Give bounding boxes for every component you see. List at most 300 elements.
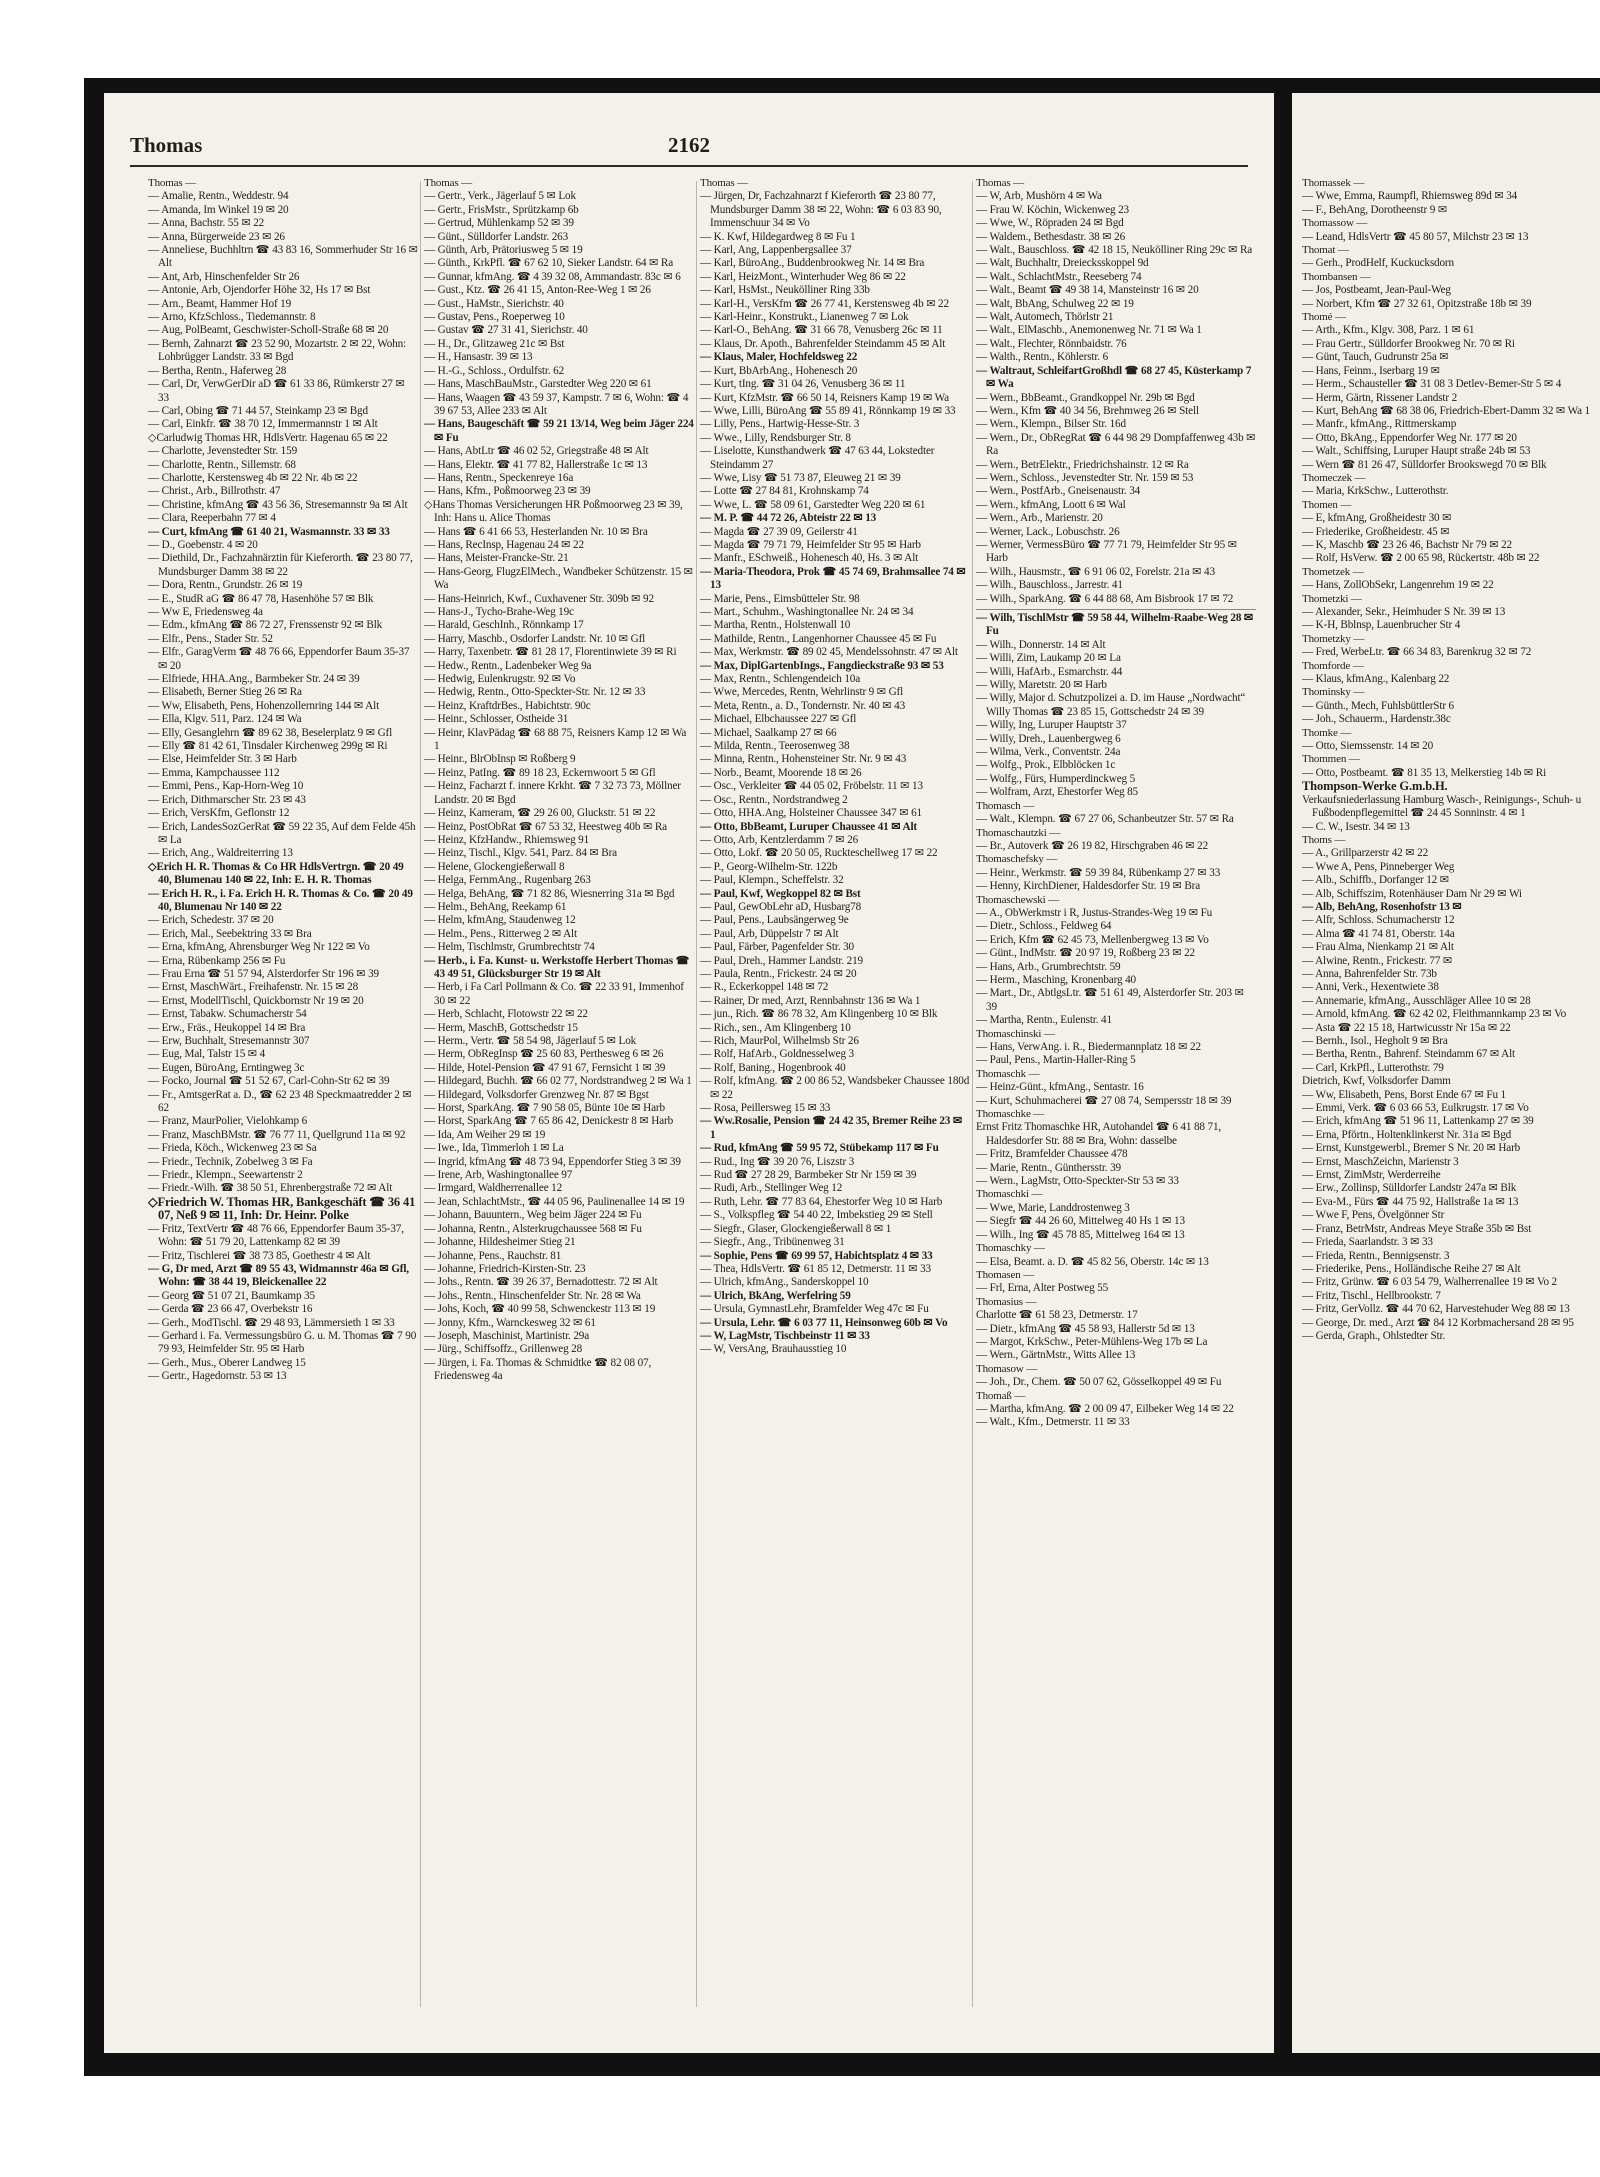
directory-entry: — Siegfr ☎ 44 26 60, Mittelweg 40 Hs 1 ✉ 13 bbox=[976, 1215, 1185, 1228]
directory-entry: — Hans, AbtLtr ☎ 46 02 52, Griegstraße 48 ✉ Alt bbox=[424, 445, 649, 458]
surname-heading: Thomaschinski — bbox=[976, 1027, 1055, 1040]
directory-entry: — Frau Alma, Nienkamp 21 ✉ Alt bbox=[1302, 941, 1454, 954]
directory-entry: — Gerda, Graph., Ohlstedter Str. bbox=[1302, 1329, 1446, 1342]
directory-entry: — Kurt, KfzMstr. ☎ 66 50 14, Reisners Kamp 19 ✉ Wa bbox=[700, 391, 949, 404]
directory-entry: — Lilly, Pens., Hartwig-Hesse-Str. 3 bbox=[700, 418, 860, 431]
directory-entry: — Wern., LagMstr, Otto-Speckter-Str 53 ✉ 33 bbox=[976, 1175, 1179, 1188]
directory-entry: — Norbert, Kfm ☎ 27 32 61, Opitzstraße 18b ✉ 39 bbox=[1302, 297, 1532, 310]
directory-entry: — E, kfmAng, Großheidestr 30 ✉ bbox=[1302, 512, 1452, 525]
directory-entry: — Siegfr., Glaser, Glockengießerwall 8 ✉ 1 bbox=[700, 1222, 892, 1235]
directory-entry: — Paul, Dreh., Hammer Landstr. 219 bbox=[700, 954, 863, 967]
directory-entry: — Charlotte, Kerstensweg 4b ✉ 22 Nr. 4b ✉ 22 bbox=[148, 471, 358, 484]
directory-entry: — Siegfr., Ang., Tribünenweg 31 bbox=[700, 1236, 845, 1249]
directory-entry: — Mathilde, Rentn., Langenhorner Chaussee 45 ✉ Fu bbox=[700, 632, 937, 645]
directory-entry: — Wolfg., Fürs, Humperdinckweg 5 bbox=[976, 772, 1136, 785]
directory-entry: — Gertr., Verk., Jägerlauf 5 ✉ Lok bbox=[424, 190, 576, 203]
directory-entry: — Gerh., ModTischl. ☎ 29 48 93, Lämmersieth 1 ✉ 33 bbox=[148, 1316, 395, 1329]
directory-entry: — Heinz-Günt., kfmAng., Sentastr. 16 bbox=[976, 1081, 1144, 1094]
directory-entry: — Heinr, KlavPädag ☎ 68 88 75, Reisners Kamp 12 ✉ Wa 1 bbox=[424, 726, 687, 753]
directory-entry: — Wwe., Lilly, Rendsburger Str. 8 bbox=[700, 431, 851, 444]
directory-entry: — Herb., i. Fa. Kunst- u. Werkstoffe Herbert Thomas ☎ 43 49 51, Glücksburger Str 19 ✉ Alt bbox=[424, 954, 690, 980]
directory-entry: — Walt, BbAng, Schulweg 22 ✉ 19 bbox=[976, 297, 1134, 310]
directory-entry: — Emmi, Verk. ☎ 6 03 66 53, Eulkrugstr. 17 ✉ Vo bbox=[1302, 1102, 1529, 1115]
directory-entry: — Hans ☎ 6 41 66 53, Hesterlanden Nr. 10 ✉ Bra bbox=[424, 525, 648, 538]
directory-entry: — Joh., Schauerm., Hardenstr.38c bbox=[1302, 713, 1451, 726]
directory-entry: — Rolf, kfmAng. ☎ 2 00 86 52, Wandsbeker Chaussee 180d ✉ 22 bbox=[700, 1075, 970, 1101]
directory-entry: — Helm, Tischlmstr, Grumbrechtstr 74 bbox=[424, 941, 595, 954]
surname-heading: Thomasow — bbox=[976, 1362, 1038, 1375]
directory-entry: — Otto, Lokf. ☎ 20 50 05, Ruckteschellweg 17 ✉ 22 bbox=[700, 847, 938, 860]
directory-entry: — Wilh., Ing ☎ 45 78 85, Mittelweg 164 ✉ 13 bbox=[976, 1228, 1185, 1241]
directory-entry: — Paul, Pens., Martin-Haller-Ring 5 bbox=[976, 1054, 1136, 1067]
surname-heading: Thomforde — bbox=[1302, 659, 1364, 672]
surname-heading: Thomaschk — bbox=[976, 1067, 1040, 1080]
directory-page bbox=[104, 93, 1274, 2053]
directory-entry: — Fr., AmtsgerRat a. D., ☎ 62 23 48 Speckmaatredder 2 ✉ 62 bbox=[148, 1088, 412, 1115]
surname-heading: Thomaschewski — bbox=[976, 893, 1059, 906]
directory-entry: — Kurt, BehAng ☎ 68 38 06, Friedrich-Ebert-Damm 32 ✉ Wa 1 bbox=[1302, 404, 1591, 417]
directory-entry: — Martha, Rentn., Holstenwall 10 bbox=[700, 619, 851, 632]
directory-entry: — Johs., Rentn., Hinschenfelder Str. Nr. 28 ✉ Wa bbox=[424, 1289, 641, 1302]
directory-entry: — Frl, Erna, Alter Postweg 55 bbox=[976, 1282, 1109, 1295]
directory-entry: — Frieda, Saarlandstr. 3 ✉ 33 bbox=[1302, 1236, 1433, 1249]
directory-entry: — Willy, Maretstr. 20 ✉ Harb bbox=[976, 679, 1107, 692]
directory-entry: — Kurt, BbArbAng., Hohenesch 20 bbox=[700, 364, 858, 377]
directory-entry: — Erw, Buchhalt, Stresemannstr 307 bbox=[148, 1035, 310, 1047]
directory-entry: — Otto, Siemssenstr. 14 ✉ 20 bbox=[1302, 740, 1434, 753]
directory-entry: — Carl, Einkfr. ☎ 38 70 12, Immermannstr 1 ✉ Alt bbox=[148, 418, 378, 431]
directory-entry: — Alwine, Rentn., Frickestr. 77 ✉ bbox=[1302, 954, 1453, 967]
column-divider bbox=[420, 181, 421, 2007]
directory-entry: — Wern., Klempn., Bilser Str. 16d bbox=[976, 418, 1126, 431]
directory-entry: — Margot, KrkSchw., Peter-Mühlens-Weg 17b ✉ La bbox=[976, 1335, 1208, 1348]
directory-entry: — Ernst, Kunstgewerbl., Bremer S Nr. 20 ✉ Harb bbox=[1302, 1142, 1521, 1155]
directory-entry: — Otto, HHA.Ang, Holsteiner Chaussee 347 ✉ 61 bbox=[700, 807, 922, 820]
directory-entry: — Gust., Ktz. ☎ 26 41 15, Anton-Ree-Weg 1 ✉ 26 bbox=[424, 284, 651, 297]
directory-entry: — Werner, VermessBüro ☎ 77 71 79, Heimfelder Str 95 ✉ Harb bbox=[976, 538, 1237, 565]
directory-entry: — Walth., Rentn., Köhlerstr. 6 bbox=[976, 351, 1109, 364]
directory-entry: — Ella, Klgv. 511, Parz. 124 ✉ Wa bbox=[148, 713, 302, 726]
directory-entry: — Wwe F, Pens, Övelgönner Str bbox=[1302, 1209, 1445, 1222]
directory-entry: — Ww, Elisabeth, Pens, Hohenzollernring 144 ✉ Alt bbox=[148, 699, 380, 712]
directory-entry: — Jürg., Schiffsoffz., Grillenweg 28 bbox=[424, 1343, 583, 1356]
directory-entry: — Magda ☎ 27 39 09, Geilerstr 41 bbox=[700, 525, 858, 538]
directory-entry: — Wilh., Bauschloss., Jarrestr. 41 bbox=[976, 579, 1123, 592]
directory-entry: — Ww E, Friedensweg 4a bbox=[148, 606, 263, 618]
directory-entry: — Elisabeth, Berner Stieg 26 ✉ Ra bbox=[148, 686, 302, 699]
directory-entry: — K. Kwf, Hildegardweg 8 ✉ Fu 1 bbox=[700, 230, 856, 243]
directory-entry: — Anna, Bürgerweide 23 ✉ 26 bbox=[148, 230, 285, 243]
directory-entry: — Johanna, Rentn., Alsterkrugchaussee 568 ✉ Fu bbox=[424, 1222, 642, 1235]
directory-entry: — Elsa, Beamt. a. D. ☎ 45 82 56, Oberstr. 14c ✉ 13 bbox=[976, 1255, 1209, 1268]
directory-entry: — Rainer, Dr med, Arzt, Rennbahnstr 136 ✉ Wa 1 bbox=[700, 994, 921, 1007]
directory-entry: — Erna, Pförtn., Holtenklinkerst Nr. 31a ✉ Bgd bbox=[1302, 1128, 1512, 1141]
directory-entry: — Johs, Koch, ☎ 40 99 58, Schwenckestr 113 ✉ 19 bbox=[424, 1303, 656, 1316]
directory-entry: — Ernst, MaschWärt., Freihafenstr. Nr. 15 ✉ 28 bbox=[148, 981, 359, 994]
directory-entry: — Henny, KirchDiener, Haldesdorfer Str. 19 ✉ Bra bbox=[976, 880, 1201, 893]
directory-entry: — Leand, HdlsVertr ☎ 45 80 57, Milchstr 23 ✉ 13 bbox=[1302, 230, 1529, 243]
directory-entry: — Osc., Rentn., Nordstrandweg 2 bbox=[700, 793, 848, 806]
directory-entry: — Jean, SchlachtMstr., ☎ 44 05 96, Paulinenallee 14 ✉ 19 bbox=[424, 1195, 685, 1208]
directory-entry: — Amalie, Rentn., Weddestr. 94 bbox=[148, 190, 289, 203]
directory-entry: — Willi, HafArb., Esmarchstr. 44 bbox=[976, 665, 1123, 678]
directory-entry: — Klaus, Dr. Apoth., Bahrenfelder Steindamm 45 ✉ Alt bbox=[700, 337, 946, 350]
surname-heading: Thommen — bbox=[1302, 753, 1360, 766]
directory-entry: — Alfr, Schloss. Schumacherstr 12 bbox=[1302, 914, 1455, 927]
directory-entry: — Karl, Ang, Lappenbergsallee 37 bbox=[700, 244, 852, 257]
directory-entry: — E., StudR aG ☎ 86 47 78, Hasenhöhe 57 ✉ Blk bbox=[148, 592, 374, 605]
directory-entry: — Walt., ElMaschb., Anemonenweg Nr. 71 ✉ Wa 1 bbox=[976, 324, 1202, 337]
directory-entry: — Heinz, Kameram, ☎ 29 26 00, Gluckstr. 51 ✉ 22 bbox=[424, 807, 656, 820]
surname-heading: Thomaschky — bbox=[976, 1242, 1045, 1255]
directory-entry: — Friedr., Klempn., Seewartenstr 2 bbox=[148, 1169, 303, 1182]
directory-entry: Ernst Fritz Thomaschke HR, Autohandel ☎ 6 41 88 71, Haldesdorfer Str. 88 ✉ Bra, Wohn: dasselbe bbox=[976, 1121, 1222, 1147]
directory-entry: — Johanne, Hildesheimer Stieg 21 bbox=[424, 1236, 576, 1249]
directory-entry: — Hans, Arb., Grumbrechtstr. 59 bbox=[976, 960, 1121, 973]
directory-entry: — Wwe, Mercedes, Rentn, Wehrlinstr 9 ✉ Gfl bbox=[700, 686, 904, 699]
directory-entry: — Anni, Verk., Hexentwiete 38 bbox=[1302, 981, 1439, 994]
directory-entry: — Joseph, Maschinist, Martinistr. 29a bbox=[424, 1329, 590, 1342]
directory-entry: — P., Georg-Wilhelm-Str. 122b bbox=[700, 860, 838, 873]
directory-entry: — Heinz, PostObRat ☎ 67 53 32, Heestweg 40b ✉ Ra bbox=[424, 820, 667, 833]
directory-entry: — Waldem., Bethesdastr. 38 ✉ 26 bbox=[976, 230, 1126, 243]
directory-entry: — Minna, Rentn., Hohensteiner Str. Nr. 9 ✉ 43 bbox=[700, 753, 907, 766]
directory-entry: — Carl, Dr, VerwGerDir aD ☎ 61 33 86, Rümkerstr 27 ✉ 33 bbox=[148, 378, 405, 404]
directory-entry: — Heinz, Tischl., Klgv. 541, Parz. 84 ✉ Bra bbox=[424, 847, 617, 860]
directory-entry: — Heinr., Werkmstr. ☎ 59 39 84, Rübenkamp 27 ✉ 33 bbox=[976, 866, 1221, 879]
directory-entry: — Wern., GärtnMstr., Witts Allee 13 bbox=[976, 1349, 1136, 1362]
directory-entry: — Alma ☎ 41 74 81, Oberstr. 14a bbox=[1302, 927, 1455, 940]
surname-heading: Thometzki — bbox=[1302, 592, 1362, 605]
directory-entry: — Alb., Schiffb., Dorfanger 12 ✉ bbox=[1302, 874, 1449, 887]
page-header bbox=[130, 133, 1248, 167]
directory-entry: — Hedwig, Eulenkrugstr. 92 ✉ Vo bbox=[424, 673, 576, 686]
directory-entry: — Herb, Schlacht, Flotowstr 22 ✉ 22 bbox=[424, 1008, 588, 1021]
directory-entry: — Rich., sen., Am Klingenberg 10 bbox=[700, 1021, 851, 1034]
directory-entry: — Heinz, PatIng. ☎ 89 18 23, Eckernwoort 5 ✉ Gfl bbox=[424, 766, 656, 779]
directory-entry: — Hedw., Rentn., Ladenbeker Weg 9a bbox=[424, 659, 592, 672]
directory-entry: — Otto, Arb, Kentzlerdamm 7 ✉ 26 bbox=[700, 833, 859, 846]
directory-entry: — Arno, KfzSchloss., Tiedemannstr. 8 bbox=[148, 311, 316, 324]
directory-entry: — Herb, i Fa Carl Pollmann & Co. ☎ 22 33 91, Immenhof 30 ✉ 22 bbox=[424, 981, 684, 1007]
directory-entry: — Emma, Kampchaussee 112 bbox=[148, 766, 280, 779]
directory-entry: — Herm, Gärtn, Rissener Landstr 2 bbox=[1302, 391, 1458, 404]
directory-entry: — Ernst, ModellTischl, Quickbornstr Nr 19 ✉ 20 bbox=[148, 994, 364, 1007]
directory-entry: — Ernst, Tabakw. Schumacherstr 54 bbox=[148, 1008, 307, 1021]
directory-entry: — Hans-Heinrich, Kwf., Cuxhavener Str. 309b ✉ 92 bbox=[424, 592, 654, 605]
directory-entry: — Eug, Mal, Talstr 15 ✉ 4 bbox=[148, 1048, 266, 1061]
directory-entry: ◇ Hans Thomas Versicherungen HR Poßmoorweg 23 ✉ 39, Inh: Hans u. Alice Thomas bbox=[424, 499, 694, 526]
directory-entry: — Harald, GeschInh., Rönnkamp 17 bbox=[424, 619, 584, 632]
directory-entry: — Heinr., BlrObInsp ✉ Roßberg 9 bbox=[424, 753, 576, 766]
directory-entry: — Ulrich, BkAng, Werfelring 59 bbox=[700, 1289, 851, 1302]
directory-entry: — Ulrich, kfmAng., Sanderskoppel 10 bbox=[700, 1276, 869, 1289]
directory-entry: — Hans-Georg, FlugzElMech., Wandbeker Schützenstr. 15 ✉ Wa bbox=[424, 565, 693, 592]
directory-entry: ◇ Friedrich W. Thomas HR, Bankgeschäft ☎ 36 41 07, Neß 9 ✉ 11, Inh: Dr. Heinr. Polke bbox=[148, 1196, 418, 1223]
directory-entry: — Wern., kfmAng, Loott 6 ✉ Wal bbox=[976, 498, 1126, 511]
directory-entry: — Karl-O., BehAng. ☎ 31 66 78, Venusberg 26c ✉ 11 bbox=[700, 324, 943, 337]
directory-entry: Charlotte ☎ 61 58 23, Detmerstr. 17 bbox=[976, 1309, 1138, 1322]
directory-entry: — Otto, Postbeamt. ☎ 81 35 13, Melkerstieg 14b ✉ Ri bbox=[1302, 766, 1547, 779]
directory-entry: — Rud ☎ 27 28 29, Barmbeker Str Nr 159 ✉ 39 bbox=[700, 1169, 917, 1182]
directory-entry: — Wwe, Lilli, BüroAng ☎ 55 89 41, Rönnkamp 19 ✉ 33 bbox=[700, 404, 956, 417]
directory-entry: — Erich, VersKfm, Geflonstr 12 bbox=[148, 807, 290, 820]
directory-entry: — Maria, KrkSchw., Lutterothstr. bbox=[1302, 485, 1449, 498]
directory-entry: — Hilde, Hotel-Pension ☎ 47 91 67, Fernsicht 1 ✉ 39 bbox=[424, 1061, 666, 1074]
directory-entry: — Carl, Obing ☎ 71 44 57, Steinkamp 23 ✉ Bgd bbox=[148, 404, 368, 417]
directory-entry: — Wern., Kfm ☎ 40 34 56, Brehmweg 26 ✉ Stell bbox=[976, 404, 1199, 417]
surname-heading: Thomaschautzki — bbox=[976, 826, 1061, 839]
directory-entry: — Horst, SparkAng. ☎ 7 90 58 05, Bünte 10e ✉ Harb bbox=[424, 1102, 665, 1115]
directory-entry: — Marie, Rentn., Günthersstr. 39 bbox=[976, 1161, 1121, 1174]
directory-entry: — Paul, Färber, Pagenfelder Str. 30 bbox=[700, 941, 855, 954]
directory-entry: — Dora, Rentn., Grundstr. 26 ✉ 19 bbox=[148, 579, 303, 592]
directory-entry: — Johann, Bauuntern., Weg beim Jäger 224 ✉ Fu bbox=[424, 1209, 642, 1222]
directory-entry: — Hans, ZollObSekr, Langenrehm 19 ✉ 22 bbox=[1302, 579, 1494, 592]
column-4 bbox=[976, 177, 1256, 2013]
directory-entry: — Hildegard, Volksdorfer Grenzweg Nr. 87 ✉ Bgst bbox=[424, 1088, 649, 1101]
directory-entry: — Eva-M., Fürs ☎ 44 75 92, Hallstraße 1a ✉ 13 bbox=[1302, 1195, 1519, 1208]
column-divider bbox=[696, 181, 697, 2007]
directory-entry: — Walt, Automech, Thörlstr 21 bbox=[976, 311, 1114, 324]
directory-entry: — Rolf, HafArb., Goldnesselweg 3 bbox=[700, 1048, 854, 1061]
directory-entry: — Charlotte, Jevenstedter Str. 159 bbox=[148, 445, 298, 458]
directory-entry: — Fritz, Tischl., Hellbrookstr. 7 bbox=[1302, 1289, 1441, 1302]
directory-entry: — Willi, Zim, Laukamp 20 ✉ La bbox=[976, 652, 1121, 665]
directory-entry: — Willy, Major d. Schutzpolizei a. D. im Hause „Nordwacht“ Willy Thomas ☎ 23 85 15, Gottschedstr 24 ✉ 39 bbox=[976, 692, 1246, 718]
directory-entry: — Ant, Arb, Hinschenfelder Str 26 bbox=[148, 270, 300, 283]
directory-entry: — Jürgen, Dr, Fachzahnarzt f Kieferorth ☎ 23 80 77, Mundsburger Damm 38 ✉ 22, Wohn: ☎ 6 03 83 90, Immenschuur 34 ✉ Vo bbox=[700, 190, 942, 230]
directory-entry: — Aug, PolBeamt, Geschwister-Scholl-Straße 68 ✉ 20 bbox=[148, 324, 389, 337]
directory-entry: — Helm, kfmAng, Staudenweg 12 bbox=[424, 914, 576, 927]
directory-entry: — Bertha, Rentn., Bahrenf. Steindamm 67 ✉ Alt bbox=[1302, 1048, 1515, 1061]
directory-entry: — Frieda, Köch., Wickenweg 23 ✉ Sa bbox=[148, 1142, 317, 1155]
directory-entry: — Meta, Rentn., a. D., Tondernstr. Nr. 40 ✉ 43 bbox=[700, 699, 906, 712]
surname-heading: Thomat — bbox=[1302, 244, 1349, 257]
directory-entry: — Thea, HdlsVertr. ☎ 61 85 12, Detmerstr. 11 ✉ 33 bbox=[700, 1262, 931, 1275]
directory-entry: — Paul, Klempn., Scheffelstr. 32 bbox=[700, 874, 844, 887]
directory-entry: — Walt., Klempn. ☎ 67 27 06, Schanbeutzer Str. 57 ✉ Ra bbox=[976, 813, 1234, 826]
surname-heading: Thomaschefsky — bbox=[976, 853, 1058, 866]
directory-entry: — Frau Gertr., Sülldorfer Brookweg Nr. 70 ✉ Ri bbox=[1302, 337, 1515, 350]
directory-entry: — Wilma, Verk., Conventstr. 24a bbox=[976, 746, 1121, 759]
directory-entry: — Gerh., Mus., Oberer Landweg 15 bbox=[148, 1356, 306, 1369]
directory-entry: — Gunnar, kfmAng. ☎ 4 39 32 08, Ammandastr. 83c ✉ 6 bbox=[424, 270, 681, 283]
directory-entry: — Günth., KrkPfl. ☎ 67 62 10, Sieker Landstr. 64 ✉ Ra bbox=[424, 257, 674, 270]
directory-entry: — Walt., Schiffsing, Luruper Haupt straße 24b ✉ 53 bbox=[1302, 445, 1531, 458]
directory-entry: — Paul, Pens., Laubsängerweg 9e bbox=[700, 914, 849, 927]
directory-entry: Thompson-Werke G.m.b.H. bbox=[1302, 779, 1448, 794]
directory-entry: — Karl, BüroAng., Buddenbrookweg Nr. 14 ✉ Bra bbox=[700, 257, 925, 270]
surname-heading: Thomé — bbox=[1302, 311, 1346, 324]
directory-entry: — Elfr., GaragVerm ☎ 48 76 66, Eppendorfer Baum 35-37 ✉ 20 bbox=[148, 646, 410, 672]
directory-entry: — Friedr.-Wilh. ☎ 38 50 51, Ehrenbergstraße 72 ✉ Alt bbox=[148, 1182, 393, 1195]
directory-entry: — Max, DiplGartenbIngs., Fangdieckstraße 93 ✉ 53 bbox=[700, 659, 944, 672]
directory-entry: — H.-G., Schloss., Ordulfstr. 62 bbox=[424, 364, 565, 377]
directory-entry: — Johanne, Friedrich-Kirsten-Str. 23 bbox=[424, 1262, 586, 1275]
directory-entry: — Hedwig, Rentn., Otto-Speckter-Str. Nr. 12 ✉ 33 bbox=[424, 686, 646, 699]
directory-entry: — Erich, kfmAng ☎ 51 96 11, Lattenkamp 27 ✉ 39 bbox=[1302, 1115, 1534, 1128]
directory-entry: — Wern., BbBeamt., Grandkoppel Nr. 29b ✉ Bgd bbox=[976, 391, 1195, 404]
directory-entry: — jun., Rich. ☎ 86 78 32, Am Klingenberg 10 ✉ Blk bbox=[700, 1008, 938, 1021]
directory-entry: — Elly ☎ 81 42 61, Tinsdaler Kirchenweg 299g ✉ Ri bbox=[148, 740, 388, 753]
directory-entry: — A., ObWerkmstr i R, Justus-Strandes-Weg 19 ✉ Fu bbox=[976, 906, 1213, 919]
directory-entry: — Paul, Arb, Düppelstr 7 ✉ Alt bbox=[700, 927, 839, 940]
directory-entry: — Carl, KrkPfl., Lutterothstr. 79 bbox=[1302, 1061, 1444, 1074]
directory-entry: — George, Dr. med., Arzt ☎ 84 12 Korbmachersand 28 ✉ 95 bbox=[1302, 1316, 1574, 1329]
directory-entry: — Martha, Rentn., Eulenstr. 41 bbox=[976, 1014, 1112, 1027]
surname-heading: Thombansen — bbox=[1302, 270, 1371, 283]
directory-entry: — Asta ☎ 22 15 18, Hartwicusstr Nr 15a ✉ 22 bbox=[1302, 1021, 1511, 1034]
directory-entry: — Curt, kfmAng ☎ 61 40 21, Wasmannstr. 33 ✉ 33 bbox=[148, 525, 390, 538]
directory-entry: — Walt., SchlachtMstr., Reeseberg 74 bbox=[976, 270, 1142, 283]
directory-entry: — Ruth, Lehr. ☎ 77 83 64, Ehestorfer Weg 10 ✉ Harb bbox=[700, 1195, 943, 1208]
directory-entry: — Clara, Reeperbahn 77 ✉ 4 bbox=[148, 512, 276, 525]
directory-entry: — M. P. ☎ 44 72 26, Abteistr 22 ✉ 13 bbox=[700, 512, 877, 525]
directory-entry: Verkaufsniederlassung Hamburg Wasch-, Reinigungs-, Schuh- u Fußbodenpflegemittel ☎ 24 45 Sonninstr. 4 ✉ 1 bbox=[1302, 793, 1582, 820]
directory-entry: — Wern., PostfArb., Gneisenaustr. 34 bbox=[976, 485, 1141, 498]
column-divider bbox=[972, 181, 973, 2007]
directory-entry: — Anna, Bachstr. 55 ✉ 22 bbox=[148, 217, 265, 230]
directory-entry: — Frau W. Köchin, Wickenweg 23 bbox=[976, 203, 1129, 216]
surname-heading: Thomassek — bbox=[1302, 177, 1365, 189]
directory-entry: — Erich H. R., i. Fa. Erich H. R. Thomas & Co. ☎ 20 49 40, Blumenau Nr 140 ✉ 22 bbox=[148, 887, 413, 913]
directory-entry: — Helm., Pens., Ritterweg 2 ✉ Alt bbox=[424, 927, 577, 940]
directory-entry: — Anneliese, Buchhltrn ☎ 43 83 16, Sommerhuder Str 16 ✉ Alt bbox=[148, 244, 418, 270]
directory-entry: — Helga, BehAng, ☎ 71 82 86, Wiesnerring 31a ✉ Bgd bbox=[424, 887, 675, 900]
directory-entry: — S., Volkspfleg ☎ 54 40 22, Imbekstieg 29 ✉ Stell bbox=[700, 1209, 933, 1222]
adjacent-page bbox=[1292, 93, 1600, 2053]
directory-entry: — Milda, Rentn., Teerosenweg 38 bbox=[700, 740, 850, 753]
directory-entry: — H., Dr., Glitzaweg 21c ✉ Bst bbox=[424, 337, 565, 350]
directory-entry: — Karl-Heinr., Konstrukt., Lianenweg 7 ✉ Lok bbox=[700, 311, 909, 324]
directory-entry: — Bertha, Rentn., Haferweg 28 bbox=[148, 364, 287, 377]
directory-entry: — Wwe, Emma, Raumpfl, Rhiemsweg 89d ✉ 34 bbox=[1302, 190, 1518, 203]
directory-entry: — Günt, Tauch, Gudrunstr 25a ✉ bbox=[1302, 351, 1449, 364]
directory-entry: — Werner, Lack., Lobuschstr. 26 bbox=[976, 525, 1120, 538]
directory-entry: — Erich, Mal., Seebektring 33 ✉ Bra bbox=[148, 927, 312, 940]
directory-entry: — Erw., Zollinsp, Sülldorfer Landstr 247a ✉ Blk bbox=[1302, 1182, 1517, 1195]
surname-heading: Thomaschke — bbox=[976, 1108, 1045, 1121]
surname-heading: Thometzek — bbox=[1302, 565, 1364, 578]
surname-heading: Thomasius — bbox=[976, 1295, 1037, 1308]
directory-entry: — C. W., Isestr. 34 ✉ 13 bbox=[1302, 820, 1410, 833]
directory-entry: — Franz, MaurPolier, Vielohkamp 6 bbox=[148, 1115, 308, 1128]
directory-entry: — Wilh., Hausmstr., ☎ 6 91 06 02, Forelstr. 21a ✉ 43 bbox=[976, 565, 1215, 578]
directory-entry: — Hildegard, Buchh. ☎ 66 02 77, Nordstrandweg 2 ✉ Wa 1 bbox=[424, 1075, 692, 1088]
directory-entry: — Willy, Ing, Luruper Hauptstr 37 bbox=[976, 719, 1127, 732]
directory-entry: — Bernh, Zahnarzt ☎ 23 52 90, Mozartstr. 2 ✉ 22, Wohn: Lohbrügger Landstr. 33 ✉ Bgd bbox=[148, 337, 407, 364]
directory-entry: — Maria-Theodora, Prok ☎ 45 74 69, Brahmsallee 74 ✉ 13 bbox=[700, 565, 966, 592]
column-heading: Thomas — bbox=[700, 177, 748, 189]
column-3 bbox=[700, 177, 970, 2013]
directory-entry: — Erna, Rübenkamp 256 ✉ Fu bbox=[148, 954, 286, 967]
directory-entry: — Alb, BehAng, Rosenhofstr 13 ✉ bbox=[1302, 900, 1462, 913]
directory-entry: — Martha, kfmAng. ☎ 2 00 09 47, Eilbeker Weg 14 ✉ 22 bbox=[976, 1402, 1234, 1415]
directory-entry: — Herm, ObRegInsp ☎ 25 60 83, Perthesweg 6 ✉ 26 bbox=[424, 1048, 664, 1061]
column-heading: Thomas — bbox=[976, 177, 1024, 189]
directory-entry: — Ida, Am Weiher 29 ✉ 19 bbox=[424, 1128, 546, 1141]
directory-entry: — Manfr., kfmAng., Rittmerskamp bbox=[1302, 418, 1457, 431]
directory-entry: — Hans-J., Tycho-Brahe-Weg 19c bbox=[424, 606, 574, 618]
directory-entry: — Emmi, Pens., Kap-Horn-Weg 10 bbox=[148, 780, 304, 793]
directory-entry: — Iwe., Ida, Timmerloh 1 ✉ La bbox=[424, 1142, 564, 1155]
directory-entry: — Walt., Flechter, Rönnbaidstr. 76 bbox=[976, 337, 1127, 350]
directory-entry: — Alb, Schiffszim, Rotenhäuser Dam Nr 29 ✉ Wi bbox=[1302, 887, 1522, 900]
directory-entry: — R., Eckerkoppel 148 ✉ 72 bbox=[700, 981, 829, 994]
surname-heading: Thomke — bbox=[1302, 726, 1352, 739]
directory-entry: — Annemarie, kfmAng., Ausschläger Allee 10 ✉ 28 bbox=[1302, 994, 1531, 1007]
directory-entry: — Klaus, Maler, Hochfeldsweg 22 bbox=[700, 351, 858, 364]
directory-entry: — Waltraut, SchleifartGroßhdl ☎ 68 27 45, Küsterkamp 7 ✉ Wa bbox=[976, 364, 1252, 391]
surname-heading: Thomasen — bbox=[976, 1268, 1035, 1281]
directory-entry: — W, VersAng, Brauhausstieg 10 bbox=[700, 1343, 847, 1356]
directory-entry: — Herm, MaschB, Gottschedstr 15 bbox=[424, 1021, 578, 1034]
surname-heading: Thomeczek — bbox=[1302, 471, 1366, 484]
directory-entry: — Osc., Verkleiter ☎ 44 05 02, Fröbelstr. 11 ✉ 13 bbox=[700, 780, 923, 793]
directory-entry: — Michael, Elbchaussee 227 ✉ Gfl bbox=[700, 713, 857, 726]
directory-entry: — Wilh., SparkAng. ☎ 6 44 88 68, Am Bisbrook 17 ✉ 72 bbox=[976, 592, 1234, 605]
running-title: Thomas bbox=[130, 133, 203, 157]
directory-entry: — Fritz, GerVollz. ☎ 44 70 62, Harvestehuder Weg 88 ✉ 13 bbox=[1302, 1303, 1570, 1316]
directory-entry: — Hans, RecInsp, Hagenau 24 ✉ 22 bbox=[424, 538, 584, 551]
directory-entry: — Karl-H., VersKfm ☎ 26 77 41, Kerstensweg 4b ✉ 22 bbox=[700, 297, 949, 310]
directory-entry: — Günth., Mech, FuhlsbüttlerStr 6 bbox=[1302, 699, 1454, 712]
directory-entry: — Rud., Ing ☎ 39 20 76, Liszstr 3 bbox=[700, 1155, 855, 1168]
directory-entry: — Fritz, Bramfelder Chaussee 478 bbox=[976, 1148, 1128, 1161]
directory-entry: — Anna, Bahrenfelder Str. 73b bbox=[1302, 967, 1437, 980]
directory-entry: — Hans, Rentn., Speckenreye 16a bbox=[424, 471, 574, 484]
surname-heading: Thomaschki — bbox=[976, 1188, 1043, 1201]
directory-entry: — Karl, HeizMont., Winterhuder Weg 86 ✉ 22 bbox=[700, 270, 906, 283]
directory-entry: — Otto, BbBeamt, Luruper Chaussee 41 ✉ Alt bbox=[700, 820, 917, 833]
directory-entry: — Franz, BetrMstr, Andreas Meye Straße 35b ✉ Bst bbox=[1302, 1222, 1532, 1235]
directory-entry: — Kurt, Schuhmacherei ☎ 27 08 74, Sempersstr 18 ✉ 39 bbox=[976, 1094, 1232, 1107]
directory-entry: — Erich, Ang., Waldreiterring 13 bbox=[148, 847, 293, 860]
directory-entry: — Arn., Beamt, Hammer Hof 19 bbox=[148, 297, 292, 310]
directory-entry: — Rud, kfmAng ☎ 59 95 72, Stübekamp 117 ✉ Fu bbox=[700, 1142, 939, 1155]
directory-entry: — Hans, Baugeschäft ☎ 59 21 13/14, Weg beim Jäger 224 ✉ Fu bbox=[424, 418, 694, 444]
column-2 bbox=[424, 177, 694, 2013]
directory-entry: — Erw., Fräs., Heukoppel 14 ✉ Bra bbox=[148, 1021, 306, 1034]
directory-entry: — Gerda ☎ 23 66 47, Overbekstr 16 bbox=[148, 1303, 313, 1316]
directory-entry: — Walt., Bauschloss. ☎ 42 18 15, Neukölliner Ring 29c ✉ Ra bbox=[976, 244, 1253, 257]
directory-entry: ◇ Erich H. R. Thomas & Co HR HdlsVertrgn. ☎ 20 49 40, Blumenau 140 ✉ 22, Inh: E. H. R. Thomas bbox=[148, 861, 418, 888]
directory-entry: — Mart., Schuhm., Washingtonallee Nr. 24 ✉ 34 bbox=[700, 606, 914, 618]
directory-entry: — Gertr., FrisMstr., Sprützkamp 6b bbox=[424, 203, 579, 216]
directory-entry: — Erich, Kfm ☎ 62 45 73, Mellenbergweg 13 ✉ Vo bbox=[976, 933, 1209, 946]
directory-entry: — Wwe, Lisy ☎ 51 73 87, Eleuweg 21 ✉ 39 bbox=[700, 471, 901, 484]
directory-entry: — Ww, Elisabeth, Pens, Borst Ende 67 ✉ Fu 1 bbox=[1302, 1088, 1506, 1101]
directory-entry: — Wwe, Marie, Landdrostenweg 3 bbox=[976, 1201, 1130, 1214]
directory-entry: — Johanne, Pens., Rauchstr. 81 bbox=[424, 1249, 562, 1262]
page-number: 2162 bbox=[668, 133, 710, 157]
directory-entry: — Irene, Arb, Washingtonallee 97 bbox=[424, 1169, 573, 1182]
surname-heading: Thomassow — bbox=[1302, 217, 1368, 230]
directory-entry: — Wern., BetrElektr., Friedrichshainstr. 12 ✉ Ra bbox=[976, 458, 1189, 471]
directory-entry: — Franz, MaschBMstr. ☎ 76 77 11, Quellgrund 11a ✉ 92 bbox=[148, 1128, 406, 1141]
directory-entry: — Norb., Beamt, Moorende 18 ✉ 26 bbox=[700, 766, 862, 779]
directory-entry: — Otto, BkAng., Eppendorfer Weg Nr. 177 ✉ 20 bbox=[1302, 431, 1517, 444]
directory-entry: — Hans, VerwAng. i. R., Biedermannplatz 18 ✉ 22 bbox=[976, 1041, 1201, 1053]
directory-entry: — F., BehAng, Dorotheenstr 9 ✉ bbox=[1302, 203, 1448, 216]
directory-entry: — Marie, Pens., Eimsbütteler Str. 98 bbox=[700, 592, 860, 605]
directory-entry: — Fritz, TextVertr ☎ 48 76 66, Eppendorfer Baum 35-37, Wohn: ☎ 51 79 20, Lattenkamp 82 ✉ 39 bbox=[148, 1222, 404, 1249]
directory-entry: — Harry, Maschb., Osdorfer Landstr. Nr. 10 ✉ Gfl bbox=[424, 632, 646, 645]
directory-entry: — Jonny, Kfm., Warnckesweg 32 ✉ 61 bbox=[424, 1316, 596, 1329]
directory-entry: — Edm., kfmAng ☎ 86 72 27, Frenssenstr 92 ✉ Blk bbox=[148, 619, 383, 632]
directory-entry: — Elfr., Pens., Stader Str. 52 bbox=[148, 632, 273, 645]
